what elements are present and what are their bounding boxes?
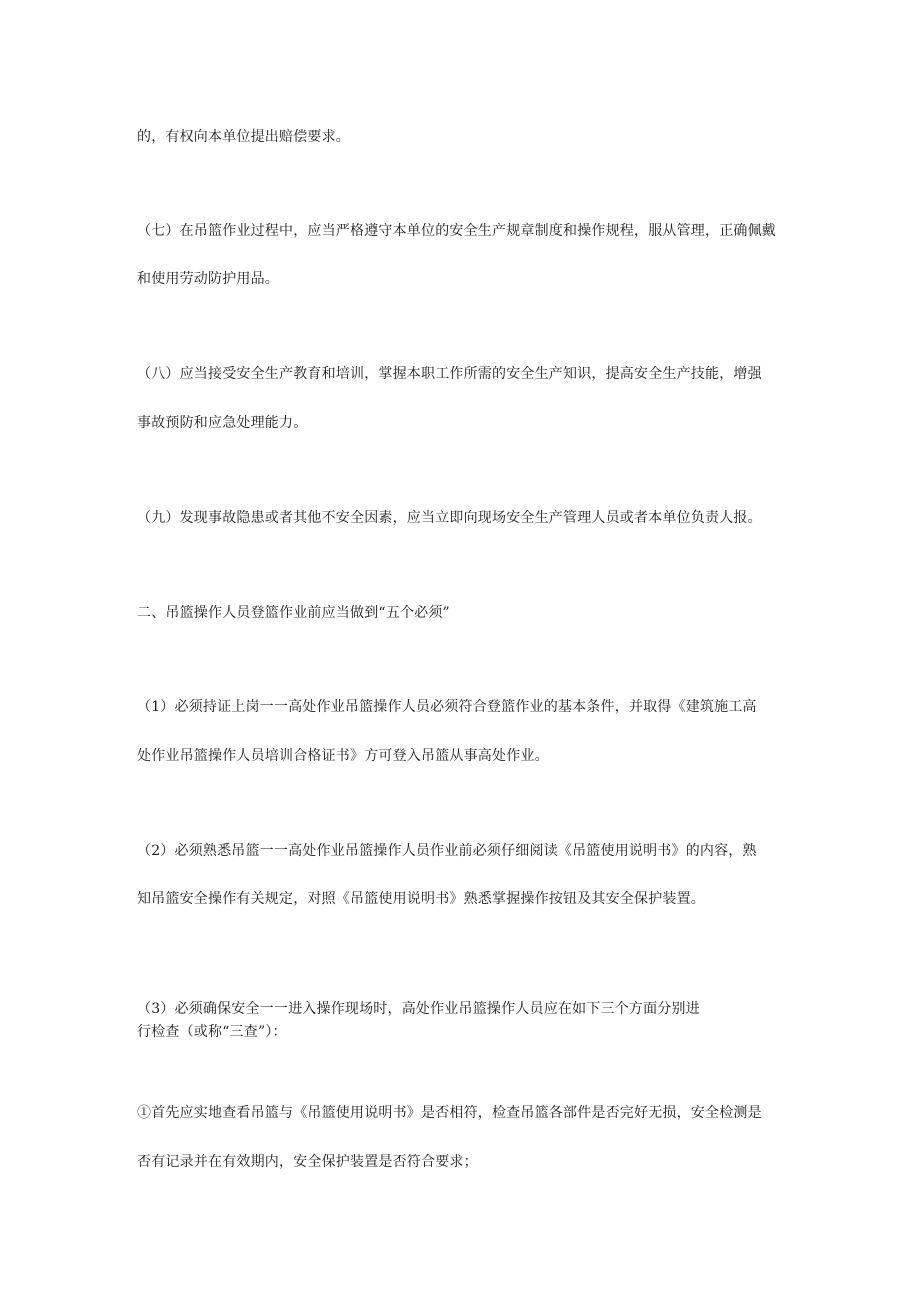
paragraph-line: 和使用劳动防护用品。	[137, 271, 279, 287]
paragraph-line: （七）在吊篮作业过程中，应当严格遵守本单位的安全生产规章制度和操作规程，服从管理，正确佩戴	[137, 223, 776, 239]
paragraph-line: （1）必须持证上岗一一高处作业吊篮操作人员必须符合登篮作业的基本条件，并取得《建筑施工高	[137, 699, 757, 715]
paragraph-line: （3）必须确保安全一一进入操作现场时，高处作业吊篮操作人员应在如下三个方面分别进	[137, 1001, 700, 1017]
paragraph-line: 处作业吊篮操作人员培训合格证书》方可登入吊篮从事高处作业。	[137, 748, 549, 764]
paragraph-line: （九）发现事故隐患或者其他不安全因素，应当立即向现场安全生产管理人员或者本单位负责人报。	[137, 510, 762, 526]
paragraph-line: 行检查（或称“三查”）：	[137, 1024, 287, 1040]
section-heading: 二、吊篮操作人员登篮作业前应当做到“五个必须”	[137, 605, 450, 621]
paragraph-line: 事故预防和应急处理能力。	[137, 415, 308, 431]
paragraph-line: （2）必须熟悉吊篮一一高处作业吊篮操作人员作业前必须仔细阅读《吊篮使用说明书》的内容，熟	[137, 843, 757, 859]
paragraph-line: 的，有权向本单位提出赔偿要求。	[137, 129, 350, 145]
paragraph-line: 知吊篮安全操作有关规定，对照《吊篮使用说明书》熟悉掌握操作按钮及其安全保护装置。	[137, 891, 705, 907]
paragraph-line: （八）应当接受安全生产教育和培训，掌握本职工作所需的安全生产知识，提高安全生产技能，增强	[137, 366, 762, 382]
paragraph-line: 否有记录并在有效期内，安全保护装置是否符合要求；	[137, 1154, 478, 1170]
paragraph-line: ①首先应实地查看吊篮与《吊篮使用说明书》是否相符，检查吊篮各部件是否完好无损，安全检测是	[137, 1105, 762, 1121]
